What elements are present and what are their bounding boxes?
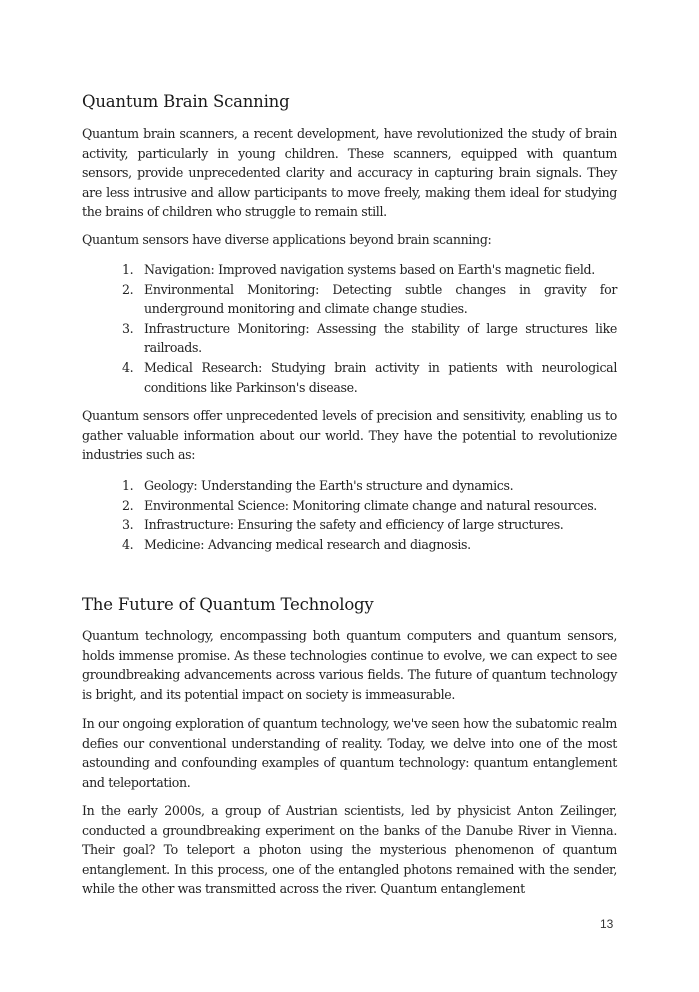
paragraph: Quantum technology, encompassing both quantum computers and quantum sensors, holds immense promise. As these technologies continue to evolve, we can expect to see groundbreaking advancements across various fields. The future of quantum technology is bright, and its potential impact on society is immeasurable.	[82, 628, 617, 702]
paragraph: In our ongoing exploration of quantum technology, we've seen how the subatomic realm defies our conventional understanding of reality. Today, we delve into one of the most astounding and confounding examples of quantum technology: quantum entanglement and teleportation.	[82, 716, 617, 790]
applications-list	[122, 260, 617, 397]
paragraph: Quantum brain scanners, a recent development, have revolutionized the study of brain activity, particularly in young children. These scanners, equipped with quantum sensors, provide unprecedented clarity and accuracy in capturing brain signals. They are less intrusive and allow participants to move freely, making them ideal for studying the brains of children who struggle to remain still.	[82, 126, 617, 220]
list-item: 2. Environmental Monitoring: Detecting subtle changes in gravity for underground monitoring and climate change studies.	[122, 281, 617, 317]
list-item: 1. Geology: Understanding the Earth's structure and dynamics.	[122, 478, 514, 493]
paragraph: Quantum sensors offer unprecedented levels of precision and sensitivity, enabling us to gather valuable information about our world. They have the potential to revolutionize industries such as:	[82, 408, 617, 463]
industries-list	[122, 476, 617, 554]
page-number: 13	[600, 917, 614, 931]
list-item: 3. Infrastructure Monitoring: Assessing the stability of large structures like railroads.	[122, 320, 617, 356]
list-item: 1. Navigation: Improved navigation systems based on Earth's magnetic field.	[122, 262, 595, 277]
list-item: 4. Medical Research: Studying brain activity in patients with neurological conditions like Parkinson's disease.	[122, 359, 617, 395]
paragraph: In the early 2000s, a group of Austrian scientists, led by physicist Anton Zeilinger, conducted a groundbreaking experiment on the banks of the Danube River in Vienna. Their goal? To teleport a photon using the mysterious phenomenon of quantum entanglement. In this process, one of the entangled photons remained with the sender, while the other was transmitted across the river. Quantum entanglement	[82, 803, 617, 897]
list-item: 4. Medicine: Advancing medical research and diagnosis.	[122, 536, 471, 552]
list-item: 2. Environmental Science: Monitoring climate change and natural resources.	[122, 497, 597, 513]
section-heading-future: The Future of Quantum Technology	[82, 595, 374, 614]
section-heading-brain-scanning: Quantum Brain Scanning	[82, 92, 290, 111]
paragraph: Quantum sensors have diverse applications beyond brain scanning:	[82, 232, 492, 247]
list-item: 3. Infrastructure: Ensuring the safety and efficiency of large structures.	[122, 517, 564, 533]
